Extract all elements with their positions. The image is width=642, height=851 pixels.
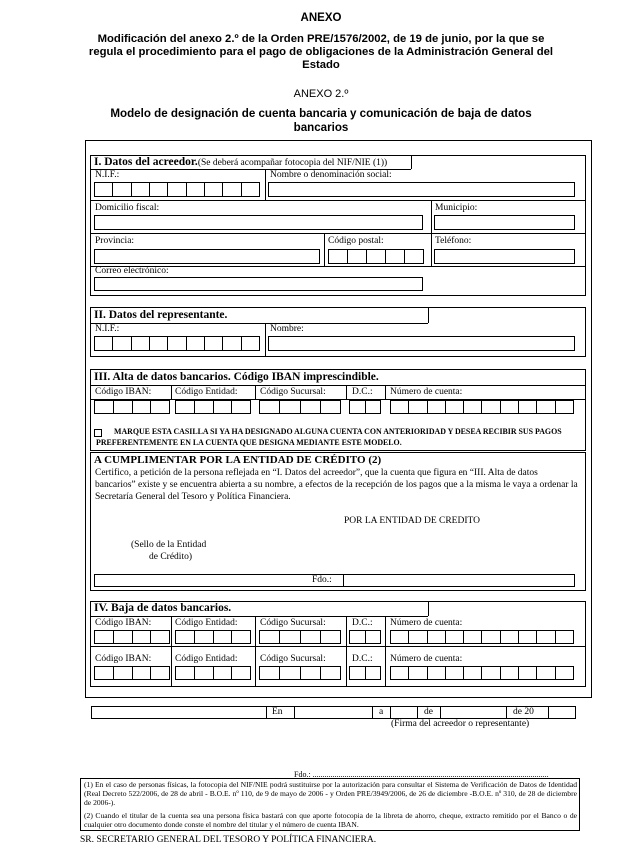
divider — [266, 706, 267, 719]
nif-input[interactable] — [94, 182, 260, 197]
section-1-title-divider — [411, 155, 412, 169]
codigo-postal-input[interactable] — [328, 249, 424, 264]
divider — [385, 616, 386, 646]
form-subtitle: Modelo de designación de cuenta bancaria y comunicación de baja de datos bancarios — [110, 107, 532, 134]
fecha-de-label: de — [424, 707, 433, 717]
baja-cuenta-label-2: Número de cuenta: — [390, 654, 463, 664]
sello-label-1: (Sello de la Entidad — [131, 540, 207, 550]
fecha-lugar-input[interactable] — [294, 706, 372, 719]
alta-iban-input[interactable] — [94, 400, 170, 414]
divider — [90, 385, 586, 386]
divider — [171, 616, 172, 646]
baja-cuenta-label: Número de cuenta: — [390, 618, 463, 628]
municipio-label: Municipio: — [435, 203, 478, 213]
order-title: Modificación del anexo 2.º de la Orden PRE/1576/2002, de 19 de junio, por la que se regula el procedimiento para el pago de obligaciones de la Administración General del Estado — [88, 33, 554, 71]
baja-sucursal-input-2[interactable] — [259, 666, 341, 680]
sello-label-2: de Crédito) — [149, 552, 193, 562]
rep-nif-input[interactable] — [94, 336, 260, 351]
entidad-fdo-label: Fdo.: — [312, 575, 332, 585]
alta-entidad-label: Código Entidad: — [175, 387, 238, 397]
divider — [431, 200, 432, 233]
divider — [255, 616, 256, 646]
alta-dc-label: D.C.: — [352, 387, 373, 397]
divider — [255, 385, 256, 399]
divider — [372, 706, 373, 719]
firma-label: (Firma del acreedor o representante) — [391, 719, 530, 729]
baja-sucursal-label: Código Sucursal: — [260, 618, 326, 628]
baja-dc-label-2: D.C.: — [352, 654, 373, 664]
divider — [417, 706, 418, 719]
divider — [431, 233, 432, 266]
baja-iban-label-2: Código IBAN: — [95, 654, 152, 664]
nombre-input[interactable] — [268, 182, 575, 197]
divider — [90, 200, 586, 201]
alta-sucursal-label: Código Sucursal: — [260, 387, 326, 397]
baja-entidad-label-2: Código Entidad: — [175, 654, 238, 664]
section-1-title — [94, 156, 387, 168]
domicilio-input[interactable] — [94, 215, 423, 230]
divider — [90, 646, 586, 647]
divider — [90, 233, 586, 234]
section-2-title-underline — [90, 323, 428, 324]
codigo-postal-label: Código postal: — [328, 236, 384, 246]
fecha-de20-label: de 20 — [513, 707, 534, 717]
divider — [255, 646, 256, 687]
preferente-checkbox-text: MARQUE ESTA CASILLA SI YA HA DESIGNADO ALGUNA CUENTA CON ANTERIORIDAD Y DESEA RECIBIR SUS PAGOS PREFERENTEMENTE EN LA CUENTA QUE DESIGNA MEDIANTE ESTE MODELO. — [96, 427, 562, 447]
section-3-title: III. Alta de datos bancarios. Código IBAN imprescindible. — [94, 371, 379, 383]
divider — [324, 233, 325, 266]
baja-dc-label: D.C.: — [352, 618, 373, 628]
nif-label: N.I.F.: — [95, 170, 120, 180]
section-4-title-underline — [90, 616, 428, 617]
fecha-en-label: En — [272, 707, 283, 717]
divider — [385, 646, 386, 687]
divider — [171, 385, 172, 399]
telefono-input[interactable] — [434, 249, 575, 264]
rep-nombre-label: Nombre: — [270, 324, 304, 334]
anexo-2-heading: ANEXO 2.º — [293, 88, 349, 100]
fecha-dia-input[interactable] — [390, 706, 417, 719]
section-1-note: (Se deberá acompañar fotocopia del NIF/NIE (1)) — [197, 158, 388, 168]
divider — [265, 169, 266, 200]
section-1-heading: I. Datos del acreedor. — [94, 156, 198, 168]
baja-sucursal-input[interactable] — [259, 630, 341, 644]
firma-fdo-line[interactable]: Fdo.: ...................................................................................................................... — [294, 770, 549, 779]
entidad-certification-text: Certifico, a petición de la persona reflejada en “I. Datos del acreedor”, que la cuenta que figura en “III. Alta de datos bancarios” existe y se encuentra abierta a su nombre, a efectos de la recepción de los pagos que a la misma le vaya a ordenar la Secretaría General del Tesoro y Política Financiera. — [95, 468, 578, 502]
baja-entidad-label: Código Entidad: — [175, 618, 238, 628]
divider — [171, 646, 172, 687]
baja-sucursal-label-2: Código Sucursal: — [260, 654, 326, 664]
entidad-fdo-box[interactable] — [94, 574, 575, 587]
rep-nif-label: N.I.F.: — [95, 324, 120, 334]
section-4-title-divider — [428, 601, 429, 616]
section-2-title-divider — [428, 307, 429, 323]
nombre-label: Nombre o denominación social: — [270, 170, 392, 180]
entidad-title: A CUMPLIMENTAR POR LA ENTIDAD DE CRÉDITO (2) — [94, 454, 382, 466]
section-4-title: IV. Baja de datos bancarios. — [94, 602, 232, 614]
correo-label: Correo electrónico: — [95, 266, 169, 276]
footnote-2: (2) Cuando el titular de la cuenta sea una persona física bastará con que aporte fotocopia de la libreta de ahorro, cheque, extracto remitido por el Banco o de cualquier otro documento donde conste el nombre del titular y el número de cuenta IBAN. — [84, 811, 577, 829]
divider — [385, 385, 386, 399]
baja-iban-input-2[interactable] — [94, 666, 170, 680]
municipio-input[interactable] — [434, 215, 575, 230]
telefono-label: Teléfono: — [435, 236, 472, 246]
baja-cuenta-input[interactable] — [390, 630, 574, 644]
addressee: SR. SECRETARIO GENERAL DEL TESORO Y POLÍTICA FINANCIERA. — [80, 835, 377, 845]
baja-dc-input-2[interactable] — [349, 666, 381, 680]
anexo-heading: ANEXO — [300, 12, 342, 24]
divider — [346, 385, 347, 399]
por-la-entidad: POR LA ENTIDAD DE CREDITO — [344, 516, 480, 526]
rep-nombre-input[interactable] — [268, 336, 575, 351]
fecha-a-label: a — [379, 707, 384, 717]
alta-cuenta-label: Número de cuenta: — [390, 387, 463, 397]
baja-entidad-input-2[interactable] — [175, 666, 251, 680]
fecha-mes-input[interactable] — [440, 706, 506, 719]
fecha-anio-input[interactable] — [548, 706, 576, 719]
alta-dc-input[interactable] — [349, 400, 381, 414]
domicilio-label: Domicilio fiscal: — [95, 203, 160, 213]
alta-sucursal-input[interactable] — [259, 400, 341, 414]
section-2-title: II. Datos del representante. — [94, 309, 228, 321]
correo-input[interactable] — [94, 277, 423, 291]
divider — [265, 323, 266, 357]
divider — [506, 706, 507, 719]
provincia-input[interactable] — [94, 249, 320, 264]
divider — [346, 616, 347, 646]
baja-iban-input[interactable] — [94, 630, 170, 644]
baja-iban-label: Código IBAN: — [95, 618, 152, 628]
footnote-1: (1) En el caso de personas físicas, la fotocopia del NIF/NIE podrá sustituirse por la autorización para consultar el Sistema de Verificación de Datos de Identidad (Real Decreto 522/2006, de 28 de abril - B.O.E. nº 110, de 9 de mayo de 2006 - y Orden PRE/3949/2006, de 26 de diciembre -B.O.E. nº 310, de 28 de diciembre de 2006-). — [84, 780, 577, 807]
baja-dc-input[interactable] — [349, 630, 381, 644]
alta-entidad-input[interactable] — [175, 400, 251, 414]
baja-cuenta-input-2[interactable] — [390, 666, 574, 680]
divider — [346, 646, 347, 687]
alta-cuenta-input[interactable] — [390, 400, 574, 414]
baja-entidad-input[interactable] — [175, 630, 251, 644]
alta-iban-label: Código IBAN: — [95, 387, 152, 397]
divider — [343, 574, 344, 587]
provincia-label: Provincia: — [95, 236, 135, 246]
